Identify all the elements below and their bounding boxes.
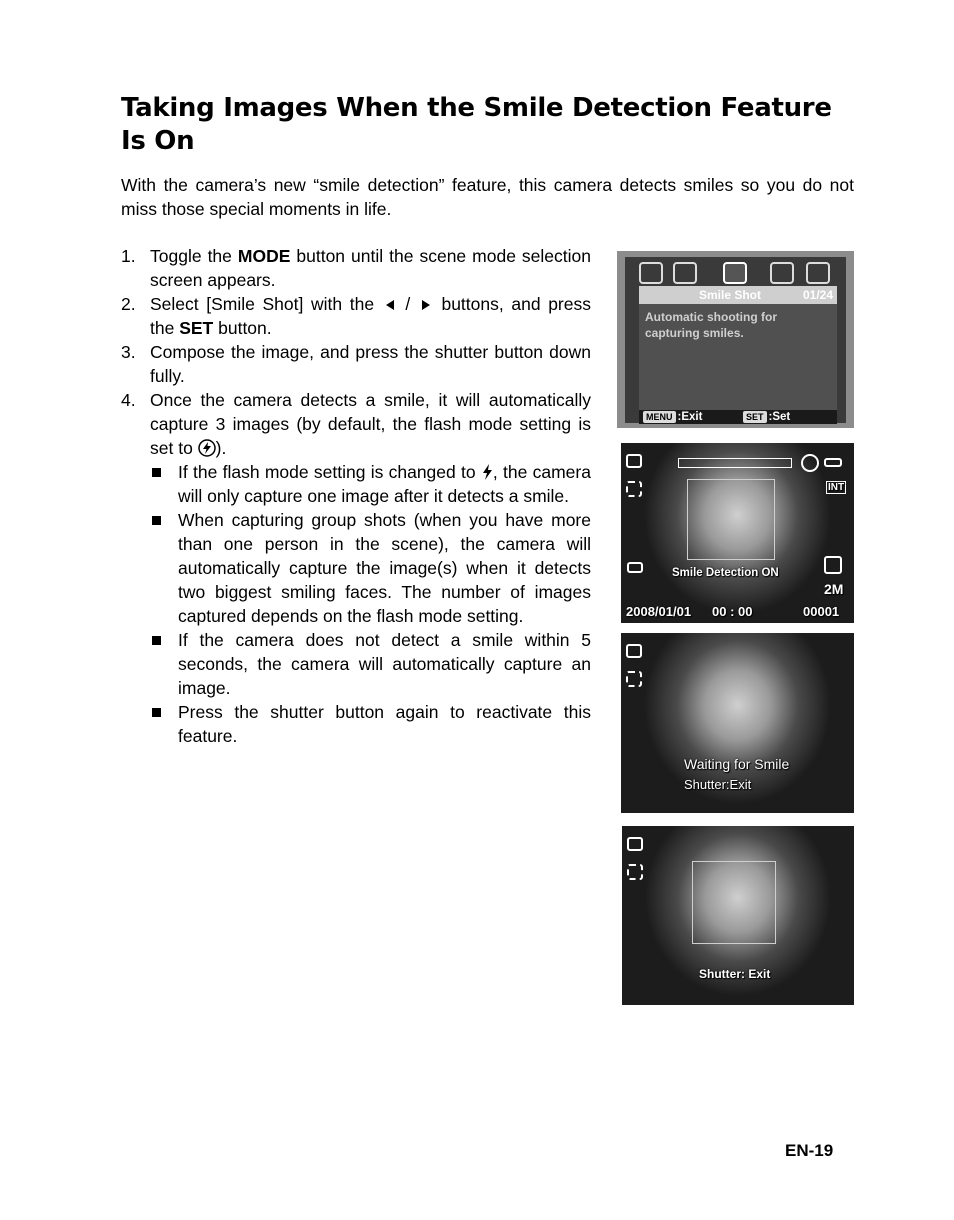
exit-hint: Shutter: Exit (699, 967, 771, 981)
waiting-screenshot (621, 633, 854, 813)
mode-description: Automatic shooting for capturing smiles. (639, 304, 837, 410)
smile-detection-status: Smile Detection ON (672, 567, 779, 579)
quality-icon (824, 556, 842, 574)
leaf-icon (639, 262, 663, 284)
page-number: EN-19 (785, 1141, 834, 1160)
face-detect-icon (627, 864, 643, 880)
step-4: 4. Once the camera detects a smile, it will automatically capture 3 images (by default, the flash mode setting is set to ). (121, 390, 591, 458)
captured-screenshot (622, 826, 854, 1005)
step-3: 3. Compose the image, and press the shutter button down fully. (121, 342, 591, 386)
bullet-item: If the camera does not detect a smile within 5 seconds, the camera will automatically capture an image. (150, 628, 591, 700)
smile-icon (723, 262, 747, 284)
bullet-list (150, 460, 591, 748)
shot-counter: 00001 (803, 604, 840, 619)
smile-mode-icon (626, 454, 642, 468)
waiting-message: Waiting for Smile (684, 756, 790, 772)
battery-icon (824, 458, 842, 467)
page-title: Taking Images When the Smile Detection Feature Is On (121, 93, 832, 156)
preview-screenshot (621, 443, 854, 623)
face-detect-icon (626, 671, 642, 687)
mode-button-label: MODE (237, 246, 291, 266)
menu-title-bar (639, 286, 837, 304)
smile-mode-icon (627, 837, 643, 851)
menu-key: MENU (643, 411, 676, 423)
face-detect-icon (626, 481, 642, 497)
time-label: 00 : 00 (712, 604, 753, 619)
zoom-icon (806, 262, 830, 284)
mode-name: Smile Shot (699, 288, 762, 302)
auto-flash-icon (198, 439, 216, 457)
intro-paragraph: With the camera’s new “smile detection” feature, this camera detects smiles so you do not miss those special moments in life. (121, 175, 854, 219)
step-1: 1. Toggle the MODE button until the scene mode selection screen appears. (121, 246, 591, 290)
face-frame (687, 479, 775, 560)
left-arrow-icon (386, 300, 394, 310)
auto-flash-icon (801, 454, 819, 472)
scene-menu-screenshot (617, 251, 854, 428)
zoom-bar (678, 458, 792, 468)
flash-on-icon (481, 463, 493, 481)
step-2: 2. Select [Smile Shot] with the / buttons, and press the SET button. (121, 294, 591, 338)
exit-hint: Shutter:Exit (684, 777, 752, 792)
face-frame (692, 861, 776, 944)
mode-page: 01/24 (802, 288, 833, 302)
smile-mode-icon (626, 644, 642, 658)
steps-list (121, 244, 591, 748)
date-label: 2008/01/01 (626, 604, 692, 619)
bullet-item: If the flash mode setting is changed to , the camera will only capture one image after it detects a smile. (150, 460, 591, 508)
set-button-label: SET (179, 318, 214, 338)
sports-icon (770, 262, 794, 284)
bullet-item: When capturing group shots (when you have more than one person in the scene), the camera will automatically capture the image(s) when it detects two biggest smiling faces. The number of images captured depends on the flash mode setting. (150, 508, 591, 628)
memory-icon: INT (828, 482, 845, 493)
set-key: SET (743, 411, 767, 423)
resolution-label: 2M (824, 581, 844, 597)
menu-footer: MENU :Exit SET :Set (639, 410, 837, 424)
continuous-shot-icon (627, 562, 643, 573)
right-arrow-icon (422, 300, 430, 310)
bullet-item: Press the shutter button again to reactivate this feature. (150, 700, 591, 748)
portrait-icon (673, 262, 697, 284)
